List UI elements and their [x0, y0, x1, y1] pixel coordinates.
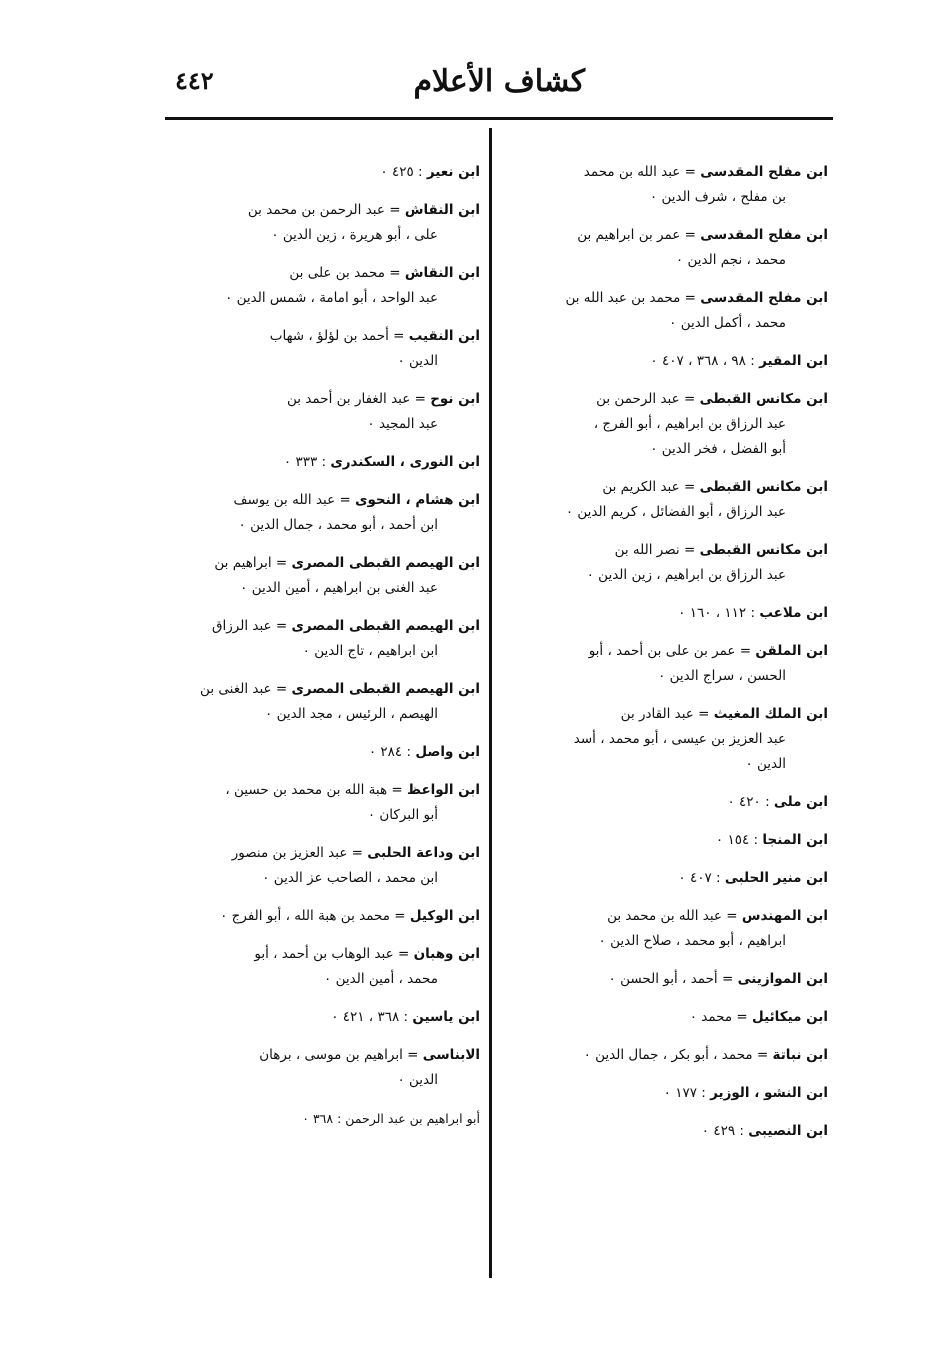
entry-name: ابن النقيب — [408, 328, 480, 344]
entry-first-line — [508, 160, 828, 185]
index-entry — [508, 904, 828, 954]
entry-continuation-line: أبو الفضل ، فخر الدين ٠ — [650, 441, 786, 457]
index-entry — [160, 1005, 480, 1030]
entry-continuation-line: على ، أبو هريرة ، زين الدين ٠ — [271, 227, 438, 243]
entry-first-line — [508, 223, 828, 248]
entry-first-line — [160, 778, 480, 803]
entry-first-line — [160, 324, 480, 349]
entry-first-line — [508, 904, 828, 929]
entry-reference: = عبد القادر بن — [620, 706, 714, 722]
header-rule — [165, 117, 833, 120]
entry-continuation-line: عبد المجيد ٠ — [367, 416, 438, 432]
index-entry — [508, 160, 828, 210]
entry-first-line — [508, 387, 828, 412]
entry-reference: : ٣٦٨ ، ٤٢١ ٠ — [331, 1009, 413, 1025]
entry-reference: = محمد بن هبة الله ، أبو الفرج ٠ — [220, 908, 410, 924]
entry-first-line — [160, 740, 480, 765]
entry-first-line — [508, 1005, 828, 1030]
entry-reference: = عمر بن ابراهيم بن — [577, 227, 701, 243]
entry-first-line — [508, 349, 828, 374]
entry-name: ابن واصل — [415, 744, 480, 760]
entry-reference: = محمد ٠ — [689, 1009, 753, 1025]
entry-name: ابن ميكائيل — [752, 1009, 828, 1025]
entry-reference: : ٤٢٩ ٠ — [701, 1123, 749, 1139]
index-entry — [508, 639, 828, 689]
index-entry — [508, 286, 828, 336]
entry-continuation-line: محمد ، أكمل الدين ٠ — [669, 315, 786, 331]
entry-continuation-line: الدين ٠ — [745, 756, 786, 772]
entry-first-line — [508, 702, 828, 727]
entry-name: ابن النشو ، الوزير — [710, 1085, 828, 1101]
index-entry — [160, 551, 480, 601]
index-entry — [160, 261, 480, 311]
entry-name: ابن المقير — [759, 353, 828, 369]
index-entry — [508, 387, 828, 462]
entry-name: ابن مفلح المقدسى — [700, 290, 828, 306]
entry-name: ابن الموازينى — [737, 971, 828, 987]
index-entry — [160, 614, 480, 664]
entry-continuation-line: ابن محمد ، الصاحب عز الدين ٠ — [262, 870, 438, 886]
entry-continuation-line: الدين ٠ — [397, 353, 438, 369]
entry-reference: = أحمد ، أبو الحسن ٠ — [608, 971, 738, 987]
entry-name: ابن وداعة الحلبى — [367, 845, 480, 861]
entry-first-line — [160, 677, 480, 702]
index-entry — [508, 866, 828, 891]
entry-first-line — [160, 488, 480, 513]
entry-name: ابن هشام ، النحوى — [355, 492, 480, 508]
entry-reference: = أحمد بن لؤلؤ ، شهاب — [269, 328, 409, 344]
entry-first-line — [160, 942, 480, 967]
entry-reference: : ١٧٧ ٠ — [663, 1085, 711, 1101]
index-entry — [508, 702, 828, 777]
entry-continuation-line: عبد الغنى بن ابراهيم ، أمين الدين ٠ — [240, 580, 438, 596]
index-entry — [508, 828, 828, 853]
index-entry — [508, 475, 828, 525]
entry-reference: = محمد بن على بن — [289, 265, 405, 281]
entry-first-line — [160, 1005, 480, 1030]
entry-name: ابن النقاش — [404, 265, 480, 281]
entry-first-line — [160, 551, 480, 576]
page-title: كشاف الأعلام — [413, 64, 585, 99]
entry-name: ابن مكانس القبطى — [699, 391, 828, 407]
index-entry — [508, 601, 828, 626]
index-entry — [508, 1119, 828, 1144]
entry-name: ابن المنجا — [762, 832, 828, 848]
index-entry — [160, 942, 480, 992]
entry-continuation-line: عبد الرزاق بن ابراهيم ، أبو الفرج ، — [593, 416, 786, 432]
entry-first-line — [160, 1043, 480, 1068]
index-entry — [160, 160, 480, 185]
index-entry — [160, 488, 480, 538]
index-entry — [160, 778, 480, 828]
entry-reference: = عبد الغفار بن أحمد بن — [287, 391, 431, 407]
entry-first-line — [508, 538, 828, 563]
entry-name: ابن نباتة — [772, 1047, 828, 1063]
entry-name: ابن الهيصم القبطى المصرى — [291, 618, 480, 634]
entry-name: ابن ياسين — [412, 1009, 480, 1025]
entry-reference: أبو ابراهيم بن عبد الرحمن : ٣٦٨ ٠ — [302, 1111, 480, 1126]
entry-reference: = محمد بن عبد الله بن — [565, 290, 701, 306]
entry-reference: = عبد الله بن محمد بن — [607, 908, 742, 924]
index-entry — [508, 349, 828, 374]
entry-first-line — [160, 198, 480, 223]
entry-name: الابناسى — [422, 1047, 480, 1063]
index-entry — [160, 324, 480, 374]
entry-first-line — [508, 475, 828, 500]
entry-reference: : ٤٢٥ ٠ — [380, 164, 427, 180]
entry-continuation-line: ابن أحمد ، أبو محمد ، جمال الدين ٠ — [238, 517, 438, 533]
index-entry — [508, 1081, 828, 1106]
entry-continuation-line: بن مفلح ، شرف الدين ٠ — [649, 189, 786, 205]
entry-name: ابن نوح — [430, 391, 480, 407]
entry-continuation-line: عبد الرزاق بن ابراهيم ، زين الدين ٠ — [586, 567, 786, 583]
index-entry — [160, 841, 480, 891]
entry-continuation-line: الهيصم ، الرئيس ، مجد الدين ٠ — [265, 706, 438, 722]
entry-continuation-line: ابراهيم ، أبو محمد ، صلاح الدين ٠ — [598, 933, 786, 949]
entry-continuation-line: عبد الواحد ، أبو امامة ، شمس الدين ٠ — [225, 290, 438, 306]
entry-name: ابن الهيصم القبطى المصرى — [291, 555, 480, 571]
entry-reference: = عبد الله بن محمد — [583, 164, 701, 180]
entry-first-line — [160, 841, 480, 866]
entry-first-line — [508, 286, 828, 311]
index-column-left — [160, 160, 480, 1144]
index-entry — [160, 450, 480, 475]
entry-first-line — [160, 904, 480, 929]
entry-name: ابن النورى ، السكندرى — [330, 454, 480, 470]
entry-reference: : ١١٢ ، ١٦٠ ٠ — [678, 605, 760, 621]
entry-name: ابن مكانس القبطى — [699, 542, 828, 558]
entry-first-line — [508, 967, 828, 992]
entry-reference: : ٤٢٠ ٠ — [727, 794, 774, 810]
entry-continuation-line: محمد ، أمين الدين ٠ — [324, 971, 438, 987]
entry-name: ابن مفلح المقدسى — [700, 227, 828, 243]
entry-name: ابن وهبان — [413, 946, 480, 962]
entry-name: ابن مفلح المقدسى — [700, 164, 828, 180]
entry-first-line — [508, 601, 828, 626]
page-header — [165, 58, 835, 108]
entry-reference: = عبد الغنى بن — [200, 681, 292, 697]
entry-name: ابن منير الحلبى — [724, 870, 828, 886]
entry-reference: = ابراهيم بن موسى ، برهان — [259, 1047, 423, 1063]
entry-name: ابن المهندس — [741, 908, 828, 924]
entry-name: ابن الواعظ — [406, 782, 480, 798]
index-entry — [508, 967, 828, 992]
entry-reference: = عبد العزيز بن منصور — [231, 845, 368, 861]
entry-reference: = محمد ، أبو بكر ، جمال الدين ٠ — [583, 1047, 773, 1063]
index-entry — [160, 1106, 480, 1131]
entry-first-line — [508, 1081, 828, 1106]
entry-first-line — [160, 160, 480, 185]
entry-reference: = عبد الوهاب بن أحمد ، أبو — [254, 946, 414, 962]
entry-name: ابن مكانس القبطى — [699, 479, 828, 495]
entry-name: ابن نعير — [426, 164, 480, 180]
entry-reference: = عبد الرحمن بن محمد بن — [247, 202, 405, 218]
entry-first-line — [160, 261, 480, 286]
entry-first-line — [508, 790, 828, 815]
entry-name: ابن ملاعب — [759, 605, 828, 621]
index-entry — [508, 223, 828, 273]
entry-continuation-line: عبد الرزاق ، أبو الفضائل ، كريم الدين ٠ — [565, 504, 786, 520]
index-entry — [508, 1043, 828, 1068]
entry-reference: = عبد الرحمن بن — [596, 391, 700, 407]
index-entry — [160, 387, 480, 437]
entry-reference: : ٢٨٤ ٠ — [368, 744, 416, 760]
index-entry — [160, 677, 480, 727]
entry-first-line — [160, 387, 480, 412]
index-entry — [508, 790, 828, 815]
entry-name: ابن الملقن — [755, 643, 828, 659]
entry-reference: = عمر بن على بن أحمد ، أبو — [588, 643, 756, 659]
entry-first-line — [160, 450, 480, 475]
entry-name: ابن الهيصم القبطى المصرى — [291, 681, 480, 697]
entry-first-line — [508, 1043, 828, 1068]
entry-continuation-line: أبو البركان ٠ — [367, 807, 438, 823]
entry-first-line — [508, 866, 828, 891]
index-entry — [508, 538, 828, 588]
page-number: ٤٤٢ — [175, 66, 214, 95]
entry-reference: = عبد الكريم بن — [602, 479, 700, 495]
index-entry — [160, 1043, 480, 1093]
entry-continuation-line: عبد العزيز بن عيسى ، أبو محمد ، أسد — [573, 731, 786, 747]
entry-reference: : ٤٠٧ ٠ — [678, 870, 725, 886]
index-entry — [160, 740, 480, 765]
entry-reference: : ١٥٤ ٠ — [715, 832, 763, 848]
index-entry — [160, 198, 480, 248]
index-column-right — [508, 160, 828, 1157]
entry-first-line — [160, 614, 480, 639]
entry-first-line — [508, 828, 828, 853]
entry-reference: = عبد الله بن يوسف — [233, 492, 356, 508]
entry-reference: = عبد الرزاق — [212, 618, 292, 634]
column-divider — [489, 128, 492, 1278]
entry-name: ابن النقاش — [404, 202, 480, 218]
entry-continuation-line: الدين ٠ — [397, 1072, 438, 1088]
entry-name: ابن الملك المغيث — [713, 706, 828, 722]
entry-name: ابن النصيبى — [748, 1123, 828, 1139]
entry-name: ابن ملى — [773, 794, 828, 810]
entry-continuation-line: الحسن ، سراج الدين ٠ — [658, 668, 786, 684]
entry-reference: = نصر الله بن — [614, 542, 700, 558]
entry-reference: : ٩٨ ، ٣٦٨ ، ٤٠٧ ٠ — [650, 353, 760, 369]
entry-reference: = هبة الله بن محمد بن حسين ، — [225, 782, 407, 798]
entry-continuation-line: ابن ابراهيم ، تاج الدين ٠ — [302, 643, 438, 659]
entry-first-line — [160, 1106, 480, 1131]
entry-first-line — [508, 1119, 828, 1144]
entry-reference: : ٣٣٣ ٠ — [283, 454, 331, 470]
entry-first-line — [508, 639, 828, 664]
entry-continuation-line: محمد ، نجم الدين ٠ — [675, 252, 786, 268]
entry-name: ابن الوكيل — [409, 908, 480, 924]
index-entry — [160, 904, 480, 929]
entry-reference: = ابراهيم بن — [214, 555, 292, 571]
index-entry — [508, 1005, 828, 1030]
